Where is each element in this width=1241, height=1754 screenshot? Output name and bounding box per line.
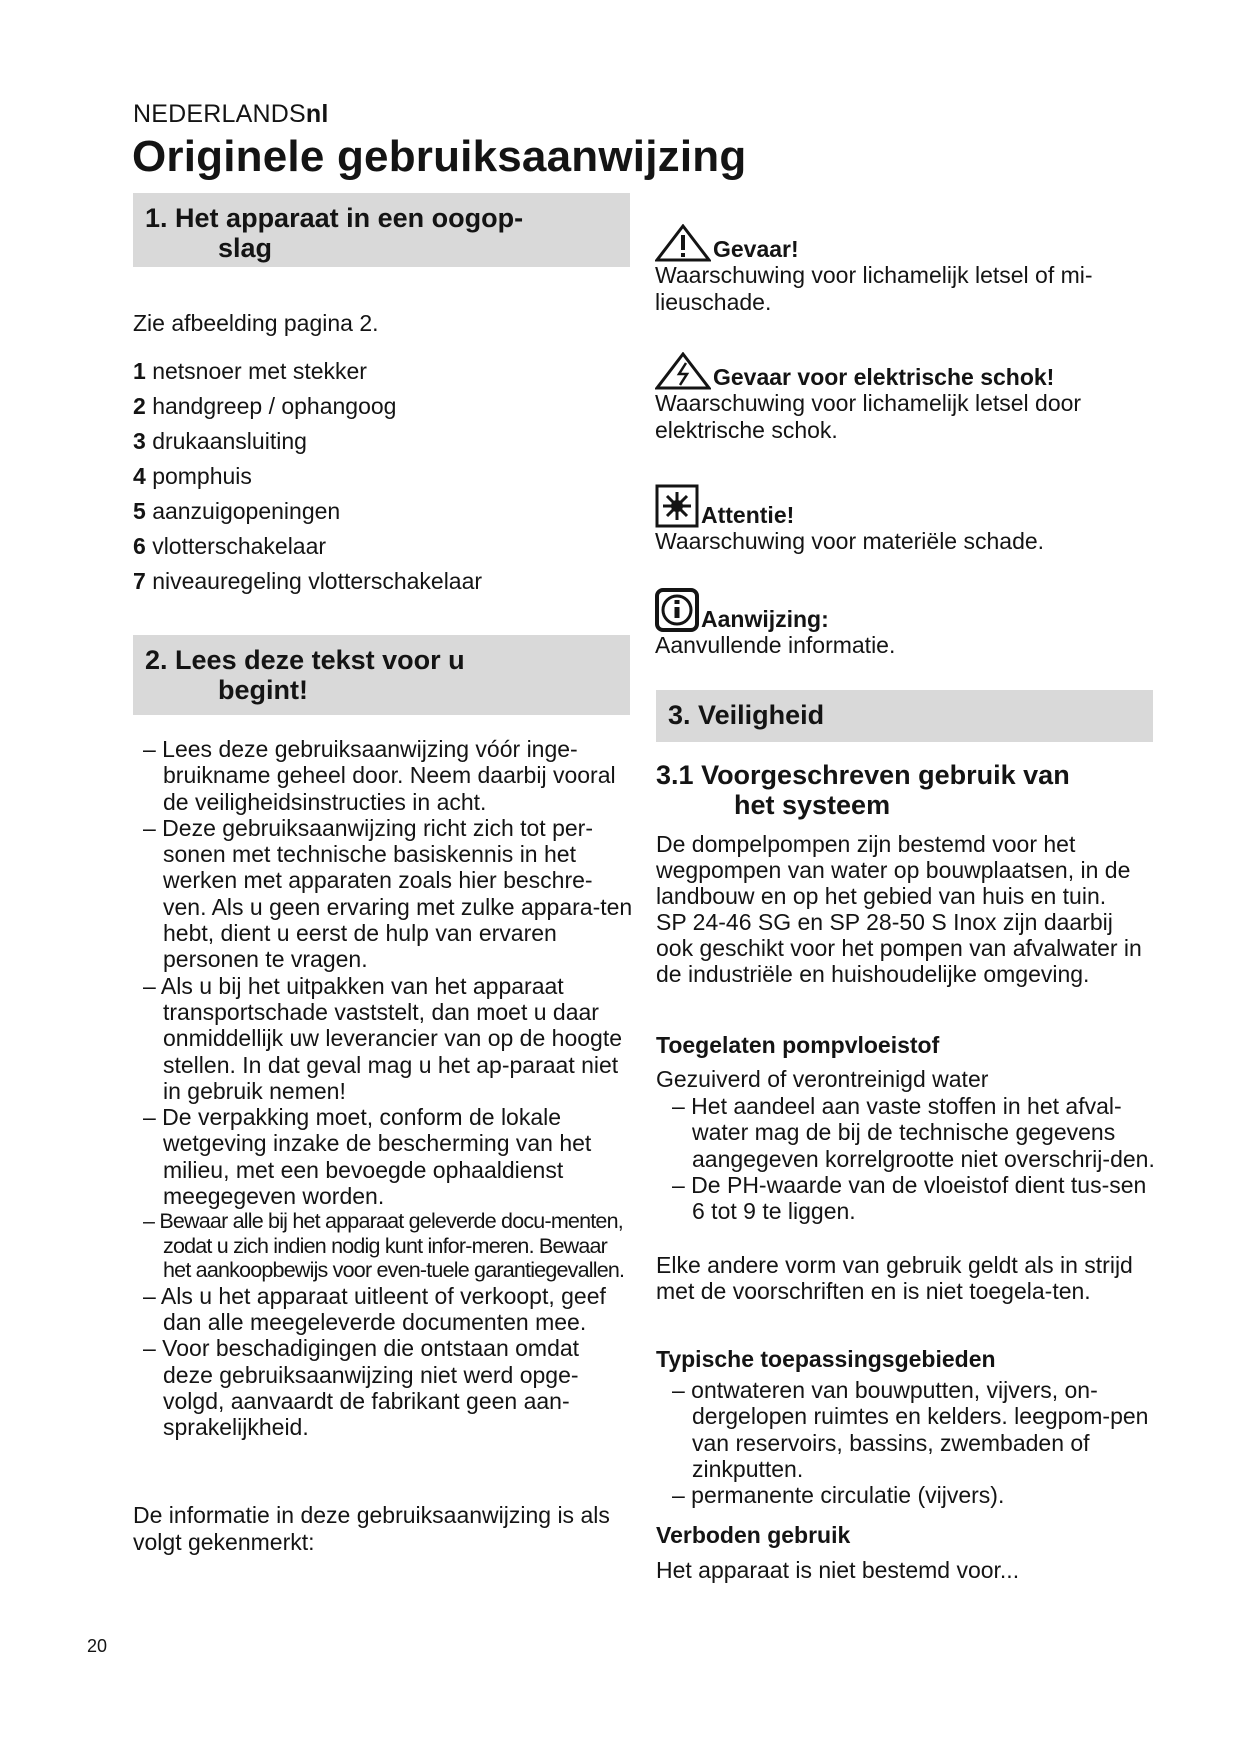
- language-name: NEDERLANDS: [133, 100, 306, 128]
- item-number: 2: [133, 393, 146, 419]
- list-item: [133, 494, 630, 529]
- paragraph: De dompelpompen zijn bestemd voor het wegpompen van water op bouwplaatsen, in de landbouw en op het gebied van huis en tuin.: [656, 831, 1131, 909]
- warning-title: Gevaar voor elektrische schok!: [713, 363, 1055, 390]
- list-item: – Als u het apparaat uitleent of verkoopt, geef dan alle meegeleverde documenten mee.: [143, 1282, 606, 1336]
- section-1-title-line2: slag: [218, 233, 273, 263]
- item-number: 6: [133, 533, 146, 559]
- section-1-number: 1.: [145, 203, 168, 233]
- list-item: [133, 389, 630, 424]
- warning-title: Gevaar!: [713, 235, 799, 262]
- item-number: 1: [133, 358, 146, 384]
- page-number: 20: [87, 1636, 108, 1656]
- section-3-heading: [656, 690, 1153, 742]
- fluid-bullets: [662, 1093, 1156, 1224]
- warning-title: Aanwijzing:: [701, 605, 829, 632]
- applications-bullets: [662, 1377, 1156, 1508]
- item-number: 3: [133, 428, 146, 454]
- item-label: vlotterschakelaar: [152, 533, 327, 559]
- item-label: drukaansluiting: [152, 428, 307, 454]
- forbidden-heading: Verboden gebruik: [656, 1522, 851, 1548]
- fluid-text: Gezuiverd of verontreinigd water: [656, 1066, 989, 1092]
- warning-text: Waarschuwing voor materiële schade.: [655, 528, 1045, 554]
- item-label: handgreep / ophangoog: [152, 393, 397, 419]
- subsection-3-1-heading: [656, 760, 1153, 820]
- section-3-title: Veiligheid: [698, 700, 825, 730]
- section-2-bullets: [133, 736, 633, 1441]
- item-label: niveauregeling vlotterschakelaar: [152, 568, 483, 594]
- page-title: Originele gebruiksaanwijzing: [132, 132, 747, 181]
- item-label: netsnoer met stekker: [152, 358, 367, 384]
- item-label: pomphuis: [152, 463, 252, 489]
- list-item: [133, 564, 630, 599]
- list-item: – Het aandeel aan vaste stoffen in het afval-water mag de bij de technische gegevens aangegeven korrelgrootte niet overschrij-den.: [672, 1093, 1155, 1172]
- electric-shock-icon: [655, 352, 711, 390]
- warning-electric: [655, 352, 1155, 443]
- list-item: [133, 424, 630, 459]
- section-2-title-line2: begint!: [218, 675, 308, 705]
- warning-attention: [655, 484, 1155, 555]
- list-item: – Lees deze gebruiksaanwijzing vóór inge-bruikname geheel door. Neem daarbij vooral de veiligheidsinstructies in acht.: [143, 736, 616, 815]
- section-2-outro: De informatie in deze gebruiksaanwijzing is als volgt gekenmerkt:: [133, 1502, 610, 1555]
- parts-list: [133, 354, 630, 599]
- list-item: [133, 529, 630, 564]
- section-2-number: 2.: [145, 645, 168, 675]
- applications-heading: Typische toepassingsgebieden: [656, 1346, 996, 1372]
- list-item: – De PH-waarde van de vloeistof dient tus-sen 6 tot 9 te liggen.: [672, 1171, 1147, 1225]
- subsection-title-line2: het systeem: [734, 790, 891, 820]
- section-3-number: 3.: [668, 700, 691, 730]
- language-code: nl: [305, 100, 329, 128]
- item-label: aanzuigopeningen: [152, 498, 341, 524]
- list-item: [133, 459, 630, 494]
- warning-title: Attentie!: [701, 501, 795, 528]
- warning-triangle-icon: [655, 224, 711, 262]
- list-item: – ontwateren van bouwputten, vijvers, on-dergelopen ruimtes en kelders. leegpom-pen van reservoirs, bassins, zwembaden of zinkputten.: [672, 1377, 1149, 1482]
- list-item: – Deze gebruiksaanwijzing richt zich tot per-sonen met technische basiskennis in het werken met apparaten zoals hier beschre-ven. Als u geen ervaring met zulke appara-ten hebt, dient u eerst de hulp van ervaren personen te vragen.: [143, 814, 633, 973]
- section-1-heading: [133, 193, 630, 267]
- subsection-number: 3.1: [656, 760, 694, 790]
- section-2-title-line1: Lees deze tekst voor u: [175, 645, 465, 675]
- item-number: 5: [133, 498, 146, 524]
- list-item: – Voor beschadigingen die ontstaan omdat deze gebruiksaanwijzing niet werd opge-volgd, aanvaardt de fabrikant geen aan-sprakelijkheid.: [143, 1335, 580, 1441]
- list-item: – permanente circulatie (vijvers).: [672, 1482, 1005, 1509]
- forbidden-text: Het apparaat is niet bestemd voor...: [656, 1557, 1020, 1583]
- warning-text: Aanvullende informatie.: [655, 632, 896, 658]
- section-2-heading: [133, 635, 630, 715]
- subsection-title-line1: Voorgeschreven gebruik van: [701, 760, 1070, 790]
- usage-paragraph: [656, 831, 1156, 987]
- warning-text: Waarschuwing voor lichamelijk letsel door elektrische schok.: [655, 390, 1082, 443]
- section-1-intro: Zie afbeelding pagina 2.: [133, 310, 379, 336]
- warning-info: [655, 588, 1155, 659]
- list-item: [133, 354, 630, 389]
- item-number: 4: [133, 463, 146, 489]
- section-1-title-line1: Het apparaat in een oogop-: [175, 203, 524, 233]
- info-icon: [655, 588, 699, 632]
- fluid-outro: Elke andere vorm van gebruik geldt als in strijd met de voorschriften en is niet toegela-ten.: [656, 1252, 1133, 1304]
- paragraph: SP 24-46 SG en SP 28-50 S Inox zijn daarbij ook geschikt voor het pompen van afvalwater in de industriële en huishoudelijke omgeving.: [656, 909, 1142, 987]
- list-item: – De verpakking moet, conform de lokale wetgeving inzake de bescherming van het milieu, met een bevoegde ophaaldienst meegegeven worden.: [143, 1104, 592, 1210]
- warning-text: Waarschuwing voor lichamelijk letsel of mi-lieuschade.: [655, 262, 1093, 315]
- language-label: [133, 100, 329, 129]
- list-item: – Als u bij het uitpakken van het apparaat transportschade vaststelt, dan moet u daar onmiddellijk uw leverancier van op de hoogte stellen. In dat geval mag u het ap-paraat niet in gebruik nemen!: [143, 972, 623, 1104]
- list-item: – Bewaar alle bij het apparaat geleverde docu-menten, zodat u zich indien nodig kunt infor-meren. Bewaar het aankoopbewijs voor even-tuele garantiegevallen.: [143, 1209, 625, 1283]
- fluid-heading: Toegelaten pompvloeistof: [656, 1032, 940, 1058]
- item-number: 7: [133, 568, 146, 594]
- warning-danger: [655, 224, 1155, 315]
- attention-burst-icon: [655, 484, 699, 528]
